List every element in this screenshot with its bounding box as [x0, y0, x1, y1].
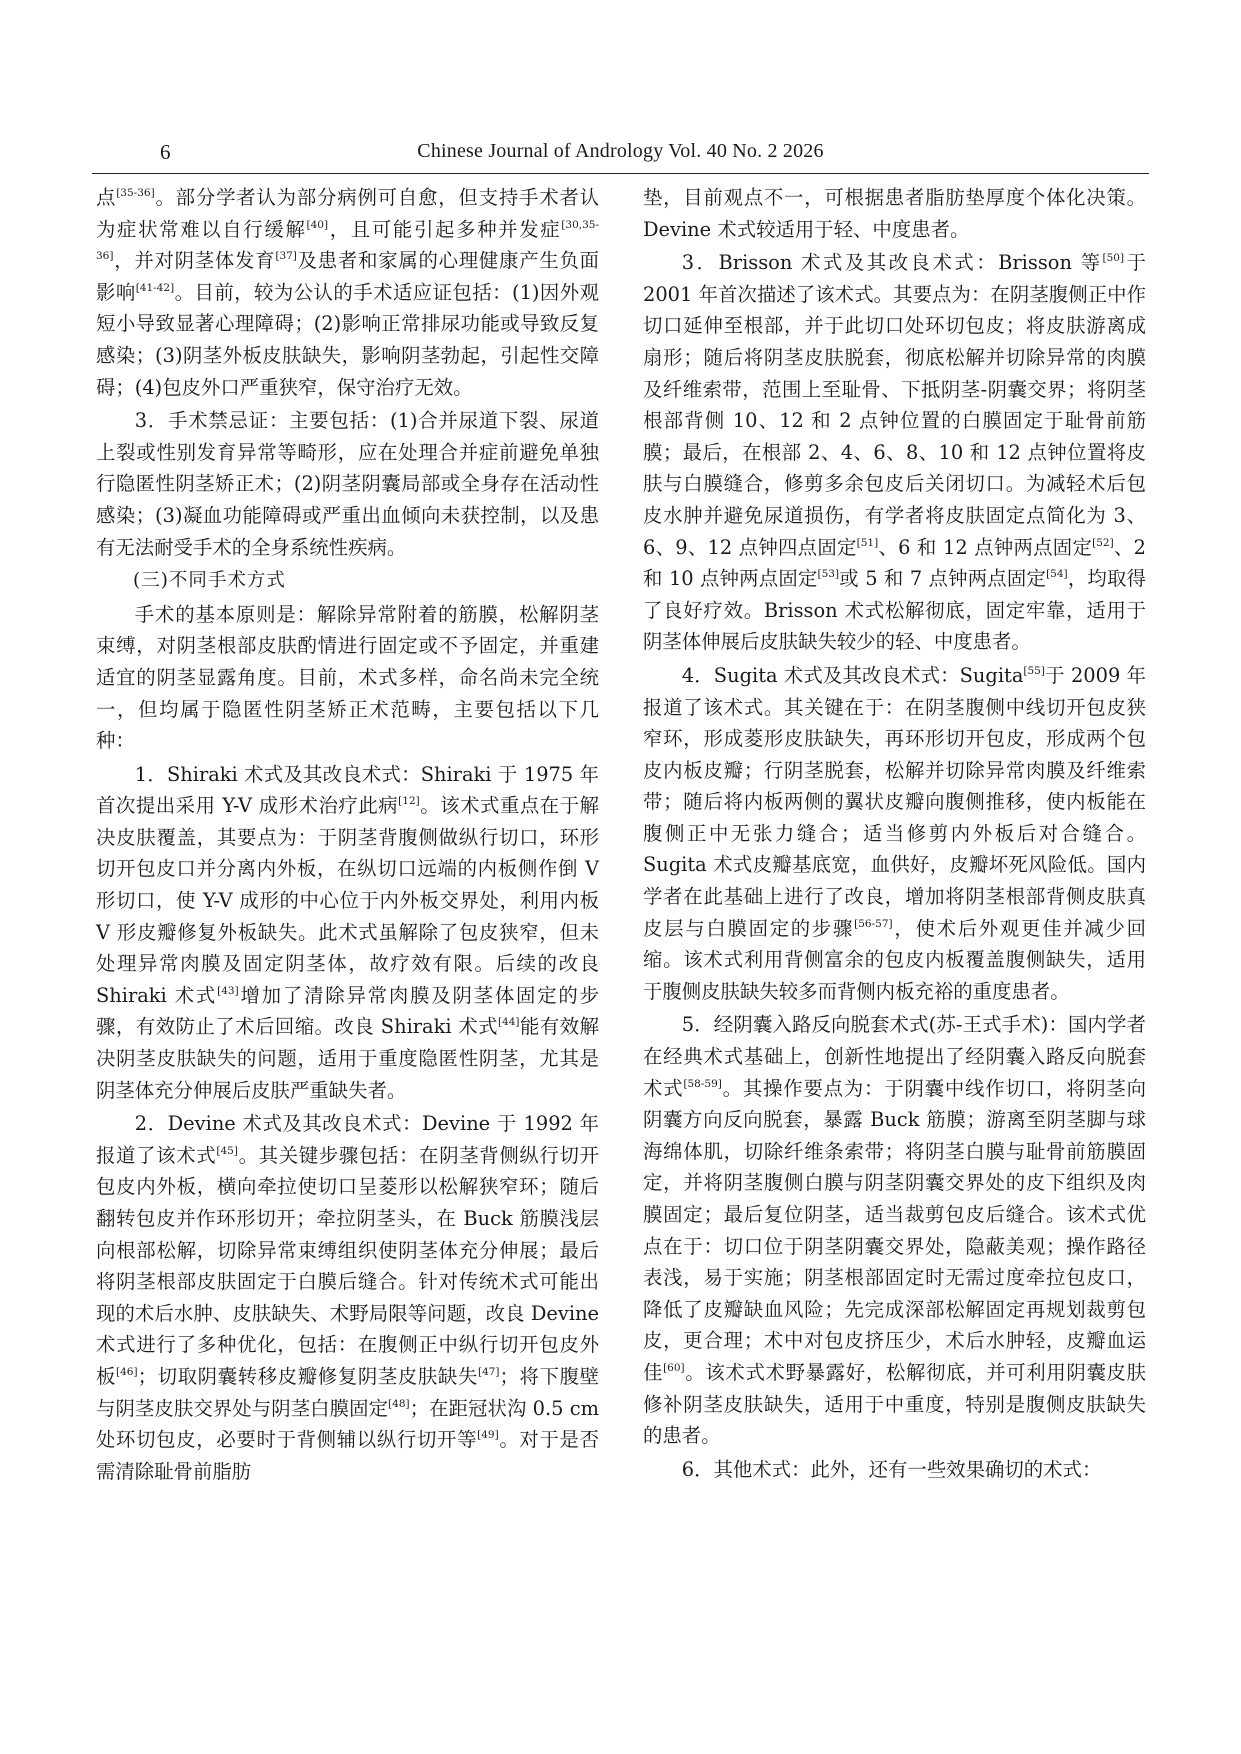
citation-ref[interactable]: [60]: [663, 1361, 685, 1374]
citation-ref[interactable]: [49]: [477, 1429, 499, 1442]
paragraph-other-techniques: 6．其他术式：此外，还有一些效果确切的术式：: [681, 1457, 1102, 1481]
citation-ref[interactable]: [45]: [216, 1144, 238, 1157]
citation-ref[interactable]: [37]: [275, 250, 297, 263]
citation-ref[interactable]: [50]: [1102, 252, 1125, 265]
paragraph-indications: 点[35-36]。部分学者认为部分病例可自愈，但支持手术者认为症状常难以自行缓解[40]，且可能引起多种并发症[30,35-36]，并对阴茎体发育[37]及患者和家属的心理健康产生负面影响[41-42]。目前，较为公认的手术适应证包括：(1)因外观短小导致显著心理障碍；(2)影响正常排尿功能或导致反复感染；(3)阴茎外板皮肤缺失，影响阴茎勃起，引起性交障碍；(4)包皮外口严重狭窄，保守治疗无效。: [96, 186, 600, 399]
citation-ref[interactable]: [56-57]: [854, 917, 893, 930]
paragraph-transscrotal: 5．经阴囊入路反向脱套术式(苏-王式手术)：国内学者在经典术式基础上，创新性地提出了经阴囊入路反向脱套术式[58-59]。其操作要点为：于阴囊中线作切口，将阴茎向阴囊方向反向脱套，暴露 Buck 筋膜；游离至阴茎脚与球海绵体肌，切除纤维条索带；将阴茎白膜与耻骨前筋膜固定，并将阴茎腹侧白膜与阴茎阴囊交界处的皮下组织及肉膜固定；最后复位阴茎，适当裁剪包皮后缝合。该术式优点在于：切口位于阴茎阴囊交界处，隐蔽美观；操作路径表浅，易于实施；阴茎根部固定时无需过度牵拉包皮口，降低了皮瓣缺血风险；先完成深部松解固定再规划裁剪包皮，更合理；术中对包皮挤压少，术后水肿轻，皮瓣血运佳[60]。该术式术野暴露好，松解彻底，并可利用阴囊皮肤修补阴茎皮肤缺失，适用于中重度，特别是腹侧皮肤缺失的患者。: [643, 1013, 1147, 1448]
paragraph-devine: 2．Devine 术式及其改良术式：Devine 于 1992 年报道了该术式[45]。其关键步骤包括：在阴茎背侧纵行切开包皮内外板，横向牵拉使切口呈菱形以松解狭窄环；随后翻转包皮并作环形切开；牵拉阴茎头，在 Buck 筋膜浅层向根部松解，切除异常束缚组织使阴茎体充分伸展；最后将阴茎根部皮肤固定于白膜后缝合。针对传统术式可能出现的术后水肿、皮肤缺失、术野局限等问题，改良 Devine 术式进行了多种优化，包括：在腹侧正中纵行切开包皮外板[46]；切取阴囊转移皮瓣修复阴茎皮肤缺失[47]；将下腹壁与阴茎皮肤交界处与阴茎白膜固定[48]；在距冠状沟 0.5 cm 处环切包皮，必要时于背侧辅以纵行切开等[49]。对于是否需清除耻骨前脂肪: [96, 1112, 600, 1483]
running-header: [0, 134, 1241, 168]
paragraph-sugita: 4．Sugita 术式及其改良术式：Sugita[55]于 2009 年报道了该术式。其关键在于：在阴茎腹侧中线切开包皮狭窄环，形成菱形皮肤缺失，再环形切开包皮，形成两个包皮内板皮瓣；行阴茎脱套，松解并切除异常肉膜及纤维索带；随后将内板两侧的翼状皮瓣向腹侧推移，使内板能在腹侧正中无张力缝合；适当修剪内外板后对合缝合。Sugita 术式皮瓣基底宽，血供好，皮瓣坏死风险低。国内学者在此基础上进行了改良，增加将阴茎根部背侧皮肤真皮层与白膜固定的步骤[56-57]，使术后外观更佳并减少回缩。该术式利用背侧富余的包皮内板覆盖腹侧缺失，适用于腹侧皮肤缺失较多而背侧内板充裕的重度患者。: [643, 663, 1147, 1003]
paragraph-brisson: 3．Brisson 术式及其改良术式：Brisson 等[50]于 2001 年首次描述了该术式。其要点为：在阴茎腹侧正中作切口延伸至根部，并于此切口处环切包皮；将皮肤游离成扇形；随后将阴茎皮肤脱套，彻底松解并切除异常的肉膜及纤维索带，范围上至耻骨、下抵阴茎-阴囊交界；将阴茎根部背侧 10、12 和 2 点钟位置的白膜固定于耻骨前筋膜；最后，在根部 2、4、6、8、10 和 12 点钟位置将皮肤与白膜缝合，修剪多余包皮后关闭切口。为减轻术后包皮水肿并避免尿道损伤，有学者将皮肤固定点简化为 3、6、9、12 点钟四点固定[51]、6 和 12 点钟两点固定[52]、2 和 10 点钟两点固定[53]或 5 和 7 点钟两点固定[54]，均取得了良好疗效。Brisson 术式松解彻底，固定牢靠，适用于阴茎体伸展后皮肤缺失较少的轻、中度患者。: [643, 251, 1146, 654]
section-subheading: (三)不同手术方式: [133, 570, 286, 592]
header-rule: [92, 173, 1149, 174]
citation-ref[interactable]: [12]: [398, 795, 420, 808]
paragraph-contraindications: 3．手术禁忌证：主要包括：(1)合并尿道下裂、尿道上裂或性别发育异常等畸形，应在处理合并症前避免单独行隐匿性阴茎矫正术；(2)阴茎阴囊局部或全身存在活动性感染；(3)凝血功能障碍或严重出血倾向未获控制，以及患有无法耐受手术的全身系统性疾病。: [96, 409, 599, 559]
citation-ref[interactable]: [35-36]: [116, 187, 155, 199]
citation-ref[interactable]: [48]: [388, 1397, 410, 1410]
paragraph-shiraki: 1．Shiraki 术式及其改良术式：Shiraki 于 1975 年首次提出采用 Y-V 成形术治疗此病[12]。该术式重点在于解决皮肤覆盖，其要点为：于阴茎背腹侧做纵行切口，环形切开包皮口并分离内外板，在纵切口远端的内板侧作倒 V 形切口，使 Y-V 成形的中心位于内外板交界处，利用内板 V 形皮瓣修复外板缺失。此术式虽解除了包皮狭窄，但未处理异常肉膜及固定阴茎体，故疗效有限。后续的改良 Shiraki 术式[43]增加了清除异常肉膜及阴茎体固定的步骤，有效防止了术后回缩。改良 Shiraki 术式[44]能有效解决阴茎皮肤缺失的问题，适用于重度隐匿性阴茎，尤其是阴茎体充分伸展后皮肤严重缺失者。: [96, 762, 600, 1102]
citation-ref[interactable]: [53]: [817, 568, 840, 581]
citation-ref[interactable]: [44]: [497, 1016, 520, 1029]
citation-ref[interactable]: [47]: [477, 1365, 500, 1378]
citation-ref[interactable]: [54]: [1046, 568, 1068, 581]
citation-ref[interactable]: [40]: [306, 218, 329, 231]
paragraph-devine-continued: 垫，目前观点不一，可根据患者脂肪垫厚度个体化决策。Devine 术式较适用于轻、中度患者。: [643, 186, 1146, 241]
left-column: [96, 182, 599, 1489]
citation-ref[interactable]: [41-42]: [135, 281, 175, 294]
citation-ref[interactable]: [30,35-36]: [96, 218, 600, 263]
citation-ref[interactable]: [55]: [1023, 664, 1045, 677]
citation-ref[interactable]: [43]: [217, 984, 239, 997]
page-number: 6: [160, 140, 171, 164]
citation-ref[interactable]: [46]: [116, 1365, 138, 1378]
paragraph-principles: 手术的基本原则是：解除异常附着的筋膜，松解阴茎束缚，对阴茎根部皮肤酌情进行固定或不予固定，并重建适宜的阴茎显露角度。目前，术式多样，命名尚未完全统一，但均属于隐匿性阴茎矫正术范畴，主要包括以下几种：: [96, 602, 599, 753]
right-column: [643, 182, 1146, 1487]
citation-ref[interactable]: [52]: [1092, 536, 1114, 549]
citation-ref[interactable]: [51]: [856, 536, 879, 549]
citation-ref[interactable]: [58-59]: [683, 1077, 722, 1090]
journal-citation: Chinese Journal of Andrology Vol. 40 No. 2 2026: [417, 140, 824, 162]
